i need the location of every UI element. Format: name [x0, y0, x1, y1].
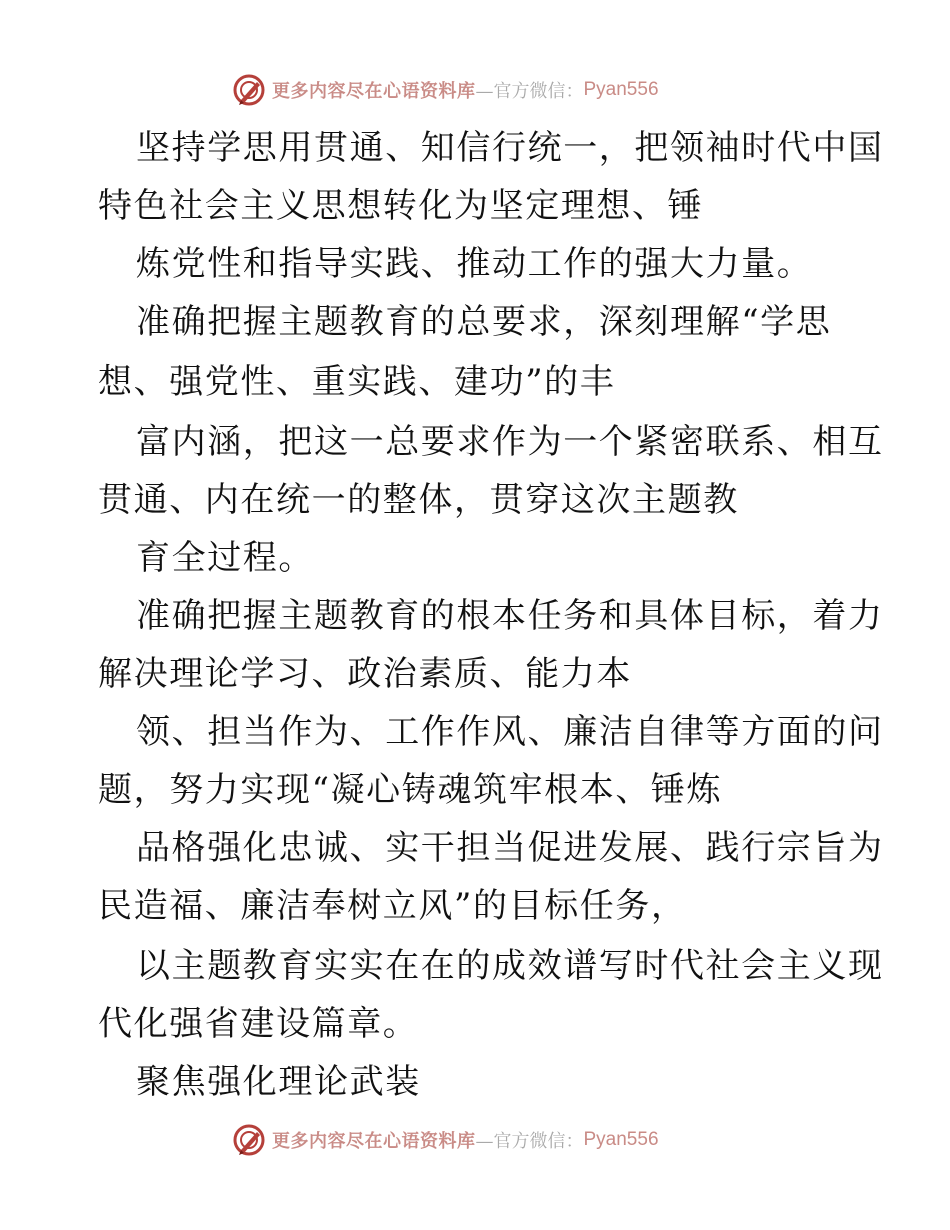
watermark-official-label: —官方微信： [475, 81, 584, 102]
pen-logo-icon [232, 73, 266, 107]
body-line: 解决理论学习、政治素质、能力本 [98, 654, 632, 694]
body-line: 坚持学思用贯通、知信行统一，把领袖时代中国 [136, 128, 884, 168]
body-line: 富内涵，把这一总要求作为一个紧密联系、相互 [136, 422, 884, 462]
watermark-wechat-id: Pyan556 [583, 79, 659, 100]
body-line: 想、强党性、重实践、建功”的丰 [98, 362, 616, 402]
pen-logo-icon [232, 1123, 266, 1157]
body-line: 聚焦强化理论武装 [136, 1062, 421, 1102]
body-line: 准确把握主题教育的根本任务和具体目标，着力 [136, 596, 884, 636]
watermark-brand: 更多内容尽在心语资料库 [272, 1131, 476, 1152]
body-line: 特色社会主义思想转化为坚定理想、锤 [98, 186, 704, 226]
body-line: 贯通、内在统一的整体，贯穿这次主题教 [98, 480, 739, 520]
body-line: 题，努力实现“凝心铸魂筑牢根本、锤炼 [98, 770, 723, 810]
watermark-official-label: —官方微信： [475, 1131, 584, 1152]
body-line: 炼党性和指导实践、推动工作的强大力量。 [136, 244, 813, 284]
header-watermark [232, 72, 659, 108]
watermark-wechat-id: Pyan556 [583, 1129, 659, 1150]
body-line: 以主题教育实实在在的成效谱写时代社会主义现 [136, 946, 884, 986]
footer-watermark [232, 1122, 659, 1158]
body-line: 民造福、廉洁奉树立风”的目标任务， [98, 886, 687, 926]
body-line: 代化强省建设篇章。 [98, 1004, 419, 1044]
body-line: 品格强化忠诚、实干担当促进发展、践行宗旨为 [136, 828, 884, 868]
watermark-brand: 更多内容尽在心语资料库 [272, 81, 476, 102]
body-line: 领、担当作为、工作作风、廉洁自律等方面的问 [136, 712, 884, 752]
body-line: 育全过程。 [136, 538, 314, 578]
body-line: 准确把握主题教育的总要求，深刻理解“学思 [136, 302, 832, 342]
